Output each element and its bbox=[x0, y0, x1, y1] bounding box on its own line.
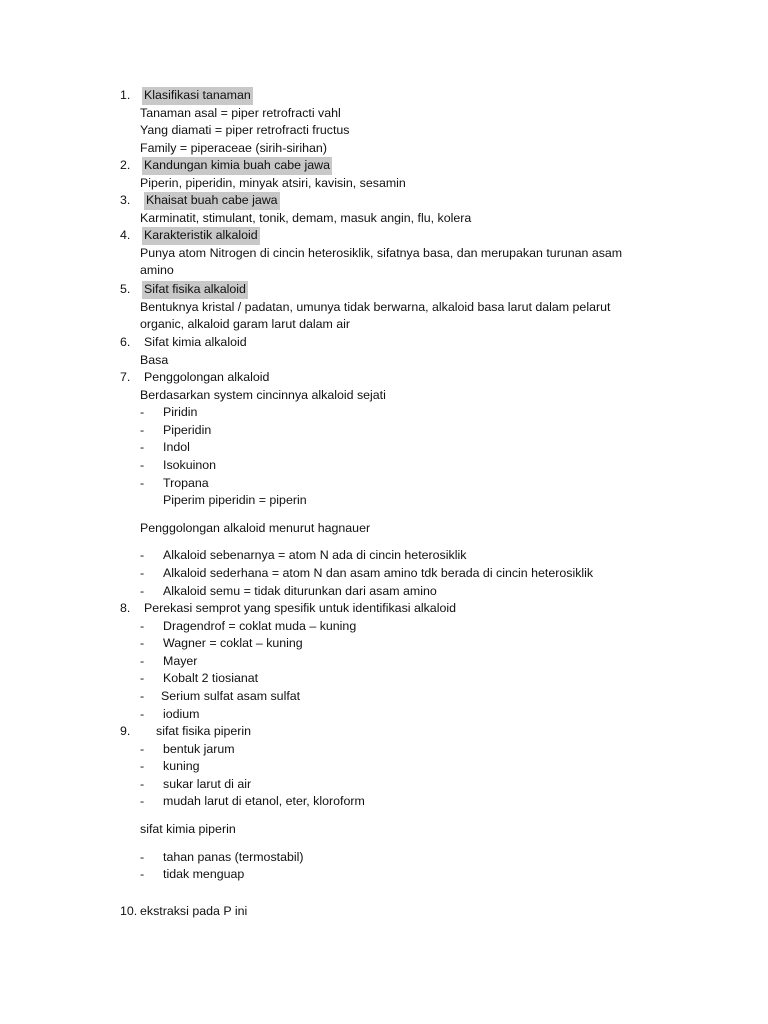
section-heading: Karakteristik alkaloid bbox=[142, 227, 260, 245]
section-heading: Perekasi semprot yang spesifik untuk identifikasi alkaloid bbox=[144, 601, 456, 615]
bullet-dash: - bbox=[140, 422, 145, 437]
list-item: - kuning bbox=[120, 758, 660, 776]
bullet-dash: - bbox=[140, 867, 145, 882]
section-number: 3. bbox=[120, 193, 131, 207]
bullet-dash: - bbox=[140, 794, 145, 809]
list-item: - Piperidin bbox=[120, 422, 660, 440]
section-5 bbox=[120, 281, 660, 334]
section-number: 1. bbox=[120, 88, 131, 102]
list-item: - sukar larut di air bbox=[120, 776, 660, 794]
bullet-dash: - bbox=[140, 776, 145, 791]
section-heading: Klasifikasi tanaman bbox=[142, 87, 253, 105]
bullet-dash: - bbox=[140, 565, 145, 580]
list-item: - tahan panas (termostabil) bbox=[120, 849, 660, 867]
list-item: - Tropana bbox=[120, 475, 660, 493]
text-line: Piperin, piperidin, minyak atsiri, kavisin, sesamin bbox=[140, 175, 406, 190]
list-item: - Isokuinon bbox=[120, 457, 660, 475]
bullet-dash: - bbox=[140, 405, 145, 420]
list-item: - iodium bbox=[120, 706, 660, 724]
sub-heading: sifat kimia piperin bbox=[140, 821, 236, 836]
section-6 bbox=[120, 334, 660, 369]
section-number: 8. bbox=[120, 601, 131, 615]
list-item: - Alkaloid semu = tidak diturunkan dari asam amino bbox=[120, 583, 660, 601]
bullet-dash: - bbox=[140, 741, 145, 756]
bullet-dash: - bbox=[140, 759, 145, 774]
text-line: Yang diamati = piper retrofracti fructus bbox=[140, 123, 350, 138]
bullet-dash: - bbox=[140, 849, 145, 864]
list-item: - Wagner = coklat – kuning bbox=[120, 635, 660, 653]
bullet-dash: - bbox=[140, 548, 145, 563]
text-line: Berdasarkan system cincinnya alkaloid sejati bbox=[140, 387, 386, 402]
section-1 bbox=[120, 87, 660, 157]
paragraph: Punya atom Nitrogen di cincin heterosiklik, sifatnya basa, dan merupakan turunan asam amino bbox=[140, 245, 623, 278]
text-line: Family = piperaceae (sirih-sirihan) bbox=[140, 140, 327, 155]
section-8 bbox=[120, 600, 660, 723]
sub-heading: Penggolongan alkaloid menurut hagnauer bbox=[140, 520, 371, 535]
section-4 bbox=[120, 227, 660, 280]
section-number: 6. bbox=[120, 335, 131, 349]
list-item: - Mayer bbox=[120, 653, 660, 671]
bullet-dash: - bbox=[140, 583, 145, 598]
bullet-dash: - bbox=[140, 688, 145, 703]
bullet-dash: - bbox=[140, 440, 145, 455]
bullet-dash: - bbox=[140, 475, 145, 490]
section-2 bbox=[120, 157, 660, 192]
section-heading: Sifat kimia alkaloid bbox=[144, 335, 247, 349]
section-number: 7. bbox=[120, 370, 131, 384]
section-heading: Khaisat buah cabe jawa bbox=[144, 192, 280, 210]
list-item: - mudah larut di etanol, eter, kloroform bbox=[120, 793, 660, 811]
section-heading: sifat fisika piperin bbox=[156, 724, 252, 738]
section-number: 5. bbox=[120, 282, 131, 296]
paragraph: Bentuknya kristal / padatan, umunya tidak berwarna, alkaloid basa larut dalam pelarut organic, alkaloid garam larut dalam air bbox=[140, 299, 611, 332]
bullet-dash: - bbox=[140, 618, 145, 633]
section-3 bbox=[120, 192, 660, 227]
bullet-dash: - bbox=[140, 671, 145, 686]
list-item: - Kobalt 2 tiosianat bbox=[120, 670, 660, 688]
list-item: - Dragendrof = coklat muda – kuning bbox=[120, 618, 660, 636]
list-item: - Alkaloid sederhana = atom N dan asam amino tdk berada di cincin heterosiklik bbox=[120, 565, 660, 583]
list-item: - Piridin bbox=[120, 404, 660, 422]
section-number: 9. bbox=[120, 724, 131, 738]
list-item: - bentuk jarum bbox=[120, 741, 660, 759]
list-item: - Alkaloid sebenarnya = atom N ada di cincin heterosiklik bbox=[120, 547, 660, 565]
bullet-dash: - bbox=[140, 706, 145, 721]
section-7 bbox=[120, 369, 660, 600]
section-number: 10. bbox=[120, 904, 138, 918]
section-heading: Sifat fisika alkaloid bbox=[142, 281, 248, 299]
list-item: - Indol bbox=[120, 439, 660, 457]
section-number: 2. bbox=[120, 158, 131, 172]
section-9 bbox=[120, 723, 660, 884]
section-heading: Penggolongan alkaloid bbox=[144, 370, 270, 384]
section-heading: Kandungan kimia buah cabe jawa bbox=[142, 157, 332, 175]
section-number: 4. bbox=[120, 228, 131, 242]
section-10 bbox=[120, 903, 660, 921]
bullet-dash: - bbox=[140, 653, 145, 668]
bullet-dash: - bbox=[140, 457, 145, 472]
section-heading: ekstraksi pada P ini bbox=[140, 904, 248, 918]
text-line: Tanaman asal = piper retrofracti vahl bbox=[140, 105, 341, 120]
list-note: Piperim piperidin = piperin bbox=[163, 493, 307, 508]
bullet-dash: - bbox=[140, 636, 145, 651]
text-line: Basa bbox=[140, 352, 169, 367]
list-item: - Serium sulfat asam sulfat bbox=[120, 688, 660, 706]
text-line: Karminatit, stimulant, tonik, demam, masuk angin, flu, kolera bbox=[140, 210, 472, 225]
list-item: - tidak menguap bbox=[120, 866, 660, 884]
